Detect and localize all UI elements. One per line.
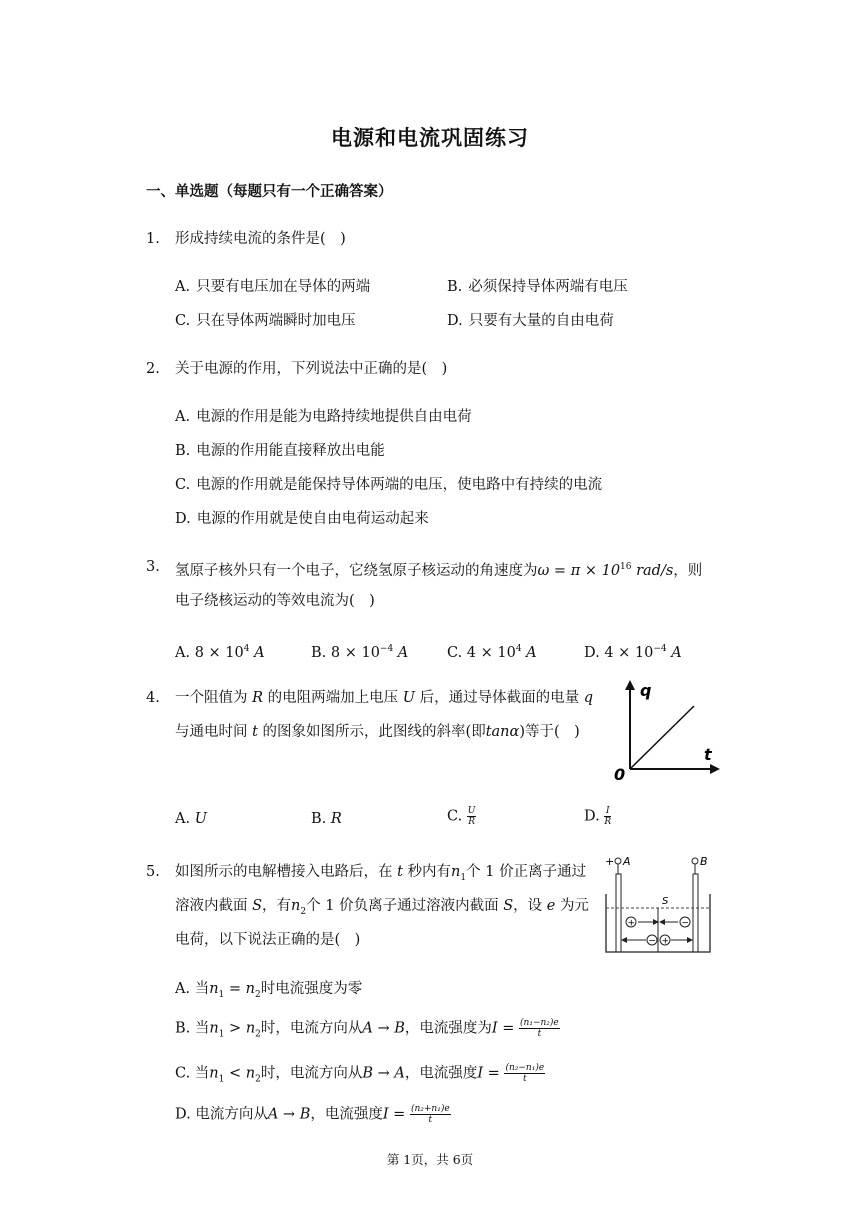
section-heading: 一、单选题（每题只有一个正确答案） bbox=[146, 184, 393, 200]
q3-option-a-label: A. bbox=[175, 644, 191, 661]
fraction-numerator: (n₂+n₁)e bbox=[410, 1104, 450, 1114]
q2-option-b-text: 电源的作用能直接释放出电能 bbox=[196, 443, 385, 459]
q5-text: 个 1 价负离子通过溶液内截面 bbox=[306, 898, 499, 914]
q5-var-s: S bbox=[503, 898, 514, 914]
q5-option-text: 电流方向从 bbox=[195, 1106, 268, 1123]
fraction-denominator: t bbox=[428, 1115, 433, 1125]
terminal-a-label: A bbox=[623, 855, 631, 868]
q5-option-c[interactable]: C. 当$n_1 < n_2$时，电流方向从B → A，电流强度I = $\frac{\text{(n₂−n₁)e}}{t}$ bbox=[175, 1063, 545, 1085]
q5-text: 为元 bbox=[559, 898, 589, 914]
fraction-numerator: U bbox=[467, 806, 476, 816]
q5-option-a-label: A. bbox=[175, 981, 191, 997]
question-5-stem-line2: 溶液内截面 S，有$n_2$个 1 价负离子通过溶液内截面 S，设 e 为元 bbox=[175, 898, 589, 917]
terminal-a-sign: + bbox=[605, 855, 615, 868]
q5-option-text: 当 bbox=[194, 1065, 210, 1082]
question-3-stem-line2: 电子绕核运动的等效电流为( ) bbox=[175, 593, 375, 609]
q1-option-c-label: C. bbox=[175, 313, 191, 329]
q5-text: 溶液内截面 bbox=[175, 898, 248, 914]
question-5-number: 5. bbox=[146, 864, 160, 880]
terminal-b-label: B bbox=[700, 855, 708, 868]
fraction-denominator: R bbox=[468, 817, 475, 827]
q4-var-q: q bbox=[583, 690, 593, 706]
q5-var-t: t bbox=[397, 864, 403, 880]
q5-option-text: ，电流强度 bbox=[310, 1106, 383, 1123]
q5-text: ，有 bbox=[262, 898, 292, 914]
q3-option-c-unit: A bbox=[521, 644, 537, 661]
q4-option-b-label: B. bbox=[311, 811, 327, 827]
q5-option-b-fraction bbox=[519, 1018, 560, 1039]
q3-option-d-unit: A bbox=[666, 644, 682, 661]
q3-omega-exponent: 16 bbox=[620, 562, 632, 572]
q5-option-text: 时，电流方向从 bbox=[260, 1020, 363, 1037]
question-5-stem-line3: 电荷，以下说法正确的是( ) bbox=[175, 932, 361, 948]
q2-option-c[interactable] bbox=[175, 475, 602, 495]
q4-option-d-fraction bbox=[604, 806, 611, 827]
question-4-stem-line1 bbox=[175, 688, 593, 708]
q1-option-d-text: 只要有大量的自由电荷 bbox=[468, 313, 614, 329]
graph-line bbox=[630, 706, 694, 769]
fraction-denominator: t bbox=[537, 1029, 542, 1039]
q3-option-c-label: C. bbox=[447, 644, 463, 661]
q3-option-c-mantissa: 4 × 10 bbox=[466, 644, 516, 661]
q3-option-b[interactable] bbox=[311, 639, 408, 663]
q4-option-a[interactable] bbox=[175, 809, 207, 829]
q5-var-e: e bbox=[546, 898, 556, 914]
page-footer: 第 1页，共 6页 bbox=[386, 1152, 474, 1167]
fraction-numerator: I bbox=[605, 806, 610, 816]
q5-option-d-fraction bbox=[410, 1104, 451, 1125]
fraction-denominator: t bbox=[522, 1074, 527, 1084]
q3-option-c[interactable] bbox=[447, 639, 537, 663]
q5-text: 个 1 价正离子通过 bbox=[466, 864, 587, 880]
fraction-numerator: (n₁−n₂)e bbox=[520, 1018, 559, 1028]
q3-option-a-exp: 4 bbox=[243, 644, 250, 654]
question-3-stem-line1 bbox=[175, 557, 702, 581]
q3-option-b-exp: −4 bbox=[379, 644, 394, 654]
q3-option-a[interactable] bbox=[175, 639, 265, 663]
q4-option-b[interactable] bbox=[311, 809, 342, 829]
question-2-number: 2. bbox=[146, 361, 160, 377]
q4-option-a-text: U bbox=[194, 811, 207, 827]
q5-option-c-fraction bbox=[504, 1063, 545, 1084]
question-2-stem: 关于电源的作用，下列说法中正确的是( ) bbox=[175, 361, 448, 377]
flow-arrowhead-right bbox=[687, 937, 693, 943]
graph-x-arrow bbox=[710, 764, 720, 774]
q3-option-b-unit: A bbox=[393, 644, 409, 661]
q2-option-c-text: 电源的作用就是能保持导体两端的电压，使电路中有持续的电流 bbox=[196, 477, 603, 493]
q1-option-b[interactable] bbox=[447, 277, 628, 297]
page-title: 电源和电流巩固练习 bbox=[331, 126, 529, 150]
q5-option-text: 时电流强度为零 bbox=[260, 981, 363, 997]
q5-text: ，设 bbox=[513, 898, 543, 914]
fraction-numerator: (n₂−n₁)e bbox=[505, 1063, 545, 1073]
graph-origin-label: 0 bbox=[614, 765, 626, 784]
negative-ion-sign: − bbox=[681, 918, 690, 929]
q2-option-b[interactable] bbox=[175, 441, 385, 461]
q4-text: )等于( ) bbox=[519, 724, 580, 740]
q4-option-c[interactable] bbox=[447, 806, 476, 827]
q3-option-d-mantissa: 4 × 10 bbox=[604, 644, 654, 661]
q5-option-text: 当 bbox=[194, 1020, 210, 1037]
q3-option-d-exp: −4 bbox=[653, 644, 667, 654]
electrode-b bbox=[693, 874, 698, 952]
q5-option-b-label: B. bbox=[175, 1020, 191, 1037]
question-4-stem-line2 bbox=[175, 722, 580, 742]
q4-option-a-label: A. bbox=[175, 811, 191, 827]
q4-option-c-label: C. bbox=[447, 808, 463, 825]
q5-option-text: 时，电流方向从 bbox=[260, 1065, 363, 1082]
q5-option-b[interactable]: B. 当$n_1 > n_2$时，电流方向从A → B，电流强度为I = $\frac{\text{(n₁−n₂)e}}{t}$ bbox=[175, 1018, 559, 1040]
positive-ion-sign: + bbox=[627, 918, 636, 929]
graph-x-label: t bbox=[704, 745, 712, 764]
q4-text: 的电阻两端加上电压 bbox=[267, 690, 399, 706]
q3-stem-tail: ，则 bbox=[673, 562, 703, 579]
q3-omega-formula: ω = π × 10 bbox=[537, 562, 621, 579]
q5-option-d[interactable]: D. 电流方向从A → B，电流强度I = $\frac{\text{(n₂+n₁)e}}{t}$ bbox=[175, 1104, 450, 1125]
question-4-number: 4. bbox=[146, 690, 160, 706]
graph-y-arrow bbox=[625, 680, 635, 690]
q5-option-a[interactable]: A. 当$n_1 = n_2$时电流强度为零 bbox=[175, 981, 363, 1000]
electrolytic-cell-figure bbox=[603, 852, 713, 958]
question-1-stem: 形成持续电流的条件是( ) bbox=[175, 231, 346, 247]
q2-option-d-text: 电源的作用就是使自由电荷运动起来 bbox=[196, 511, 429, 527]
q3-stem-text: 氢原子核外只有一个电子，它绕氢原子核运动的角速度为 bbox=[175, 562, 538, 579]
negative-ion-arrowhead bbox=[659, 919, 665, 925]
q2-option-c-label: C. bbox=[175, 477, 191, 493]
q5-var-s: S bbox=[252, 898, 263, 914]
q2-option-a-label: A. bbox=[175, 409, 191, 425]
q5-option-text: 当 bbox=[194, 981, 210, 997]
q5-var-n1: n bbox=[451, 864, 461, 880]
q3-option-a-mantissa: 8 × 10 bbox=[194, 644, 244, 661]
question-5-stem-line1: 如图所示的电解槽接入电路后，在 t 秒内有$n_1$个 1 价正离子通过 bbox=[175, 864, 587, 883]
electrode-a bbox=[616, 874, 621, 952]
q-t-graph bbox=[608, 676, 728, 786]
fraction-denominator: R bbox=[604, 817, 612, 827]
q3-option-b-label: B. bbox=[311, 644, 327, 661]
q4-var-u: U bbox=[402, 690, 415, 706]
q1-option-b-text: 必须保持导体两端有电压 bbox=[468, 279, 628, 295]
q5-option-c-label: C. bbox=[175, 1065, 191, 1082]
cross-section-label: S bbox=[662, 896, 669, 907]
q4-text: 一个阻值为 bbox=[175, 690, 248, 706]
q3-option-a-unit: A bbox=[249, 644, 265, 661]
q4-tan-alpha: tanα bbox=[485, 724, 520, 740]
q3-option-d-label: D. bbox=[584, 644, 600, 661]
q5-text: 秒内有 bbox=[407, 864, 452, 880]
q1-option-b-label: B. bbox=[447, 279, 463, 295]
positive-ion-sign: + bbox=[661, 936, 670, 947]
q4-var-r: R bbox=[252, 690, 264, 706]
q4-text: 与通电时间 bbox=[175, 724, 248, 740]
q2-option-d-label: D. bbox=[175, 511, 191, 527]
q5-option-text: ，电流强度 bbox=[404, 1065, 478, 1082]
q4-var-t: t bbox=[252, 724, 258, 740]
flow-arrowhead-left bbox=[621, 937, 627, 943]
terminal-a bbox=[615, 858, 621, 864]
q5-option-text: ，电流强度为 bbox=[404, 1020, 492, 1037]
q1-option-a-label: A. bbox=[175, 279, 191, 295]
q1-option-c-text: 只在导体两端瞬时加电压 bbox=[196, 313, 356, 329]
q4-option-b-text: R bbox=[330, 811, 342, 827]
q3-omega-unit: rad/s bbox=[631, 562, 674, 579]
q4-option-d[interactable] bbox=[584, 806, 611, 827]
negative-ion-sign: − bbox=[648, 936, 657, 947]
q1-option-d[interactable] bbox=[447, 311, 614, 331]
q5-option-d-label: D. bbox=[175, 1106, 191, 1123]
q2-option-a-text: 电源的作用是能为电路持续地提供自由电荷 bbox=[196, 409, 472, 425]
q1-option-a-text: 只要有电压加在导体的两端 bbox=[196, 279, 371, 295]
q1-option-c[interactable] bbox=[175, 311, 356, 331]
q1-option-d-label: D. bbox=[447, 313, 463, 329]
q4-text: 后，通过导体截面的电量 bbox=[419, 690, 580, 706]
q3-option-d[interactable] bbox=[584, 639, 682, 663]
q4-text: 的图象如图所示，此图线的斜率(即 bbox=[262, 724, 486, 740]
q3-option-b-mantissa: 8 × 10 bbox=[330, 644, 380, 661]
q2-option-a[interactable] bbox=[175, 407, 472, 427]
q3-option-c-exp: 4 bbox=[515, 644, 522, 654]
q5-text: 如图所示的电解槽接入电路后，在 bbox=[175, 864, 393, 880]
q2-option-d[interactable] bbox=[175, 509, 429, 529]
q4-option-d-label: D. bbox=[584, 808, 600, 825]
q1-option-a[interactable] bbox=[175, 277, 370, 297]
question-3-number: 3. bbox=[146, 559, 160, 575]
terminal-b bbox=[692, 858, 698, 864]
question-1-number: 1. bbox=[146, 231, 160, 247]
q2-option-b-label: B. bbox=[175, 443, 191, 459]
q4-option-c-fraction bbox=[467, 806, 477, 827]
graph-y-label: q bbox=[640, 681, 652, 700]
q5-var-n2: n bbox=[291, 898, 301, 914]
